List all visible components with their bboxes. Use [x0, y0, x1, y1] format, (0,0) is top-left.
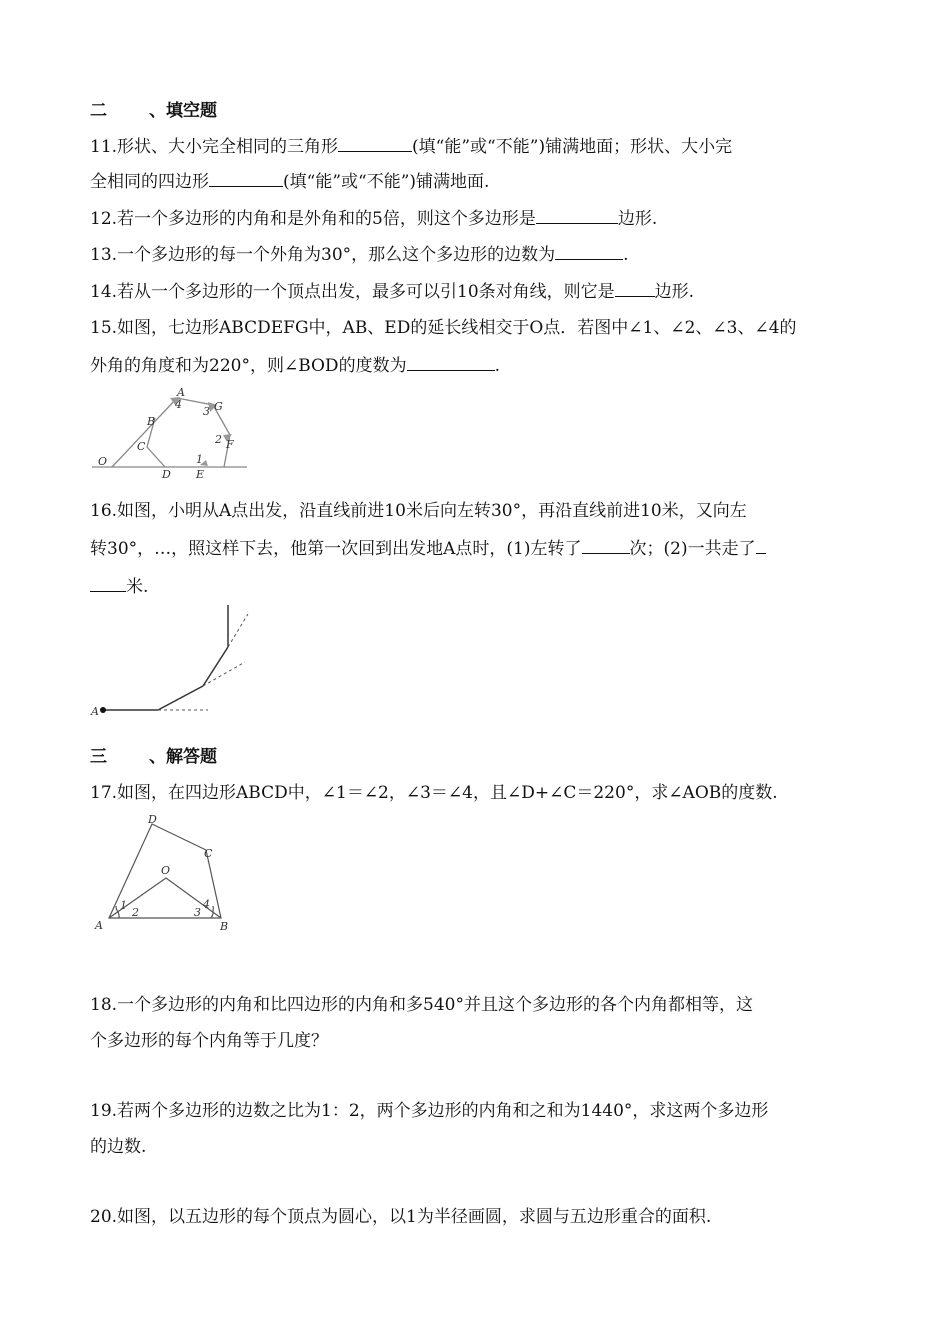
q11-blank-2[interactable]	[209, 170, 283, 187]
q16-line1: 16.如图，小明从A点出发，沿直线前进10米后向左转30°，再沿直线前进10米，又向左	[90, 501, 747, 521]
q17-angle-2: 2	[132, 906, 139, 919]
q15-label-B: B	[147, 415, 156, 428]
q14-blank[interactable]	[615, 280, 655, 297]
q19-line1: 19.若两个多边形的边数之比为1：2，两个多边形的内角和之和为1440°，求这两个多边形	[90, 1101, 769, 1121]
q16-blank-2[interactable]	[90, 575, 126, 592]
q20: 20.如图，以五边形的每个顶点为圆心，以1为半径画圆，求圆与五边形重合的面积.	[90, 1207, 712, 1227]
path-segment-2	[158, 686, 203, 710]
q16-label-A: A	[91, 705, 99, 718]
q16-line2: 转30°，…，照这样下去，他第一次回到出发地A点时，(1)左转了 次；(2)一共走了	[90, 537, 766, 560]
q16-path-figure	[88, 602, 258, 720]
section-3-heading: 三 、解答题	[90, 747, 217, 767]
q16-line3: 米.	[90, 575, 148, 598]
q14: 14.若从一个多边形的一个顶点出发，最多可以引10条对角线，则它是 边形.	[90, 282, 695, 302]
q12: 12.若一个多边形的内角和是外角和的5倍，则这个多边形是 边形.	[90, 209, 658, 229]
q13: 13.一个多边形的每一个外角为30°，那么这个多边形的边数为 .	[90, 245, 629, 265]
q11-blank-1[interactable]	[338, 135, 412, 152]
q17-label-O: O	[161, 864, 171, 877]
q19-line2: 的边数.	[90, 1137, 147, 1157]
q15-heptagon-figure	[90, 385, 250, 480]
q15-label-E: E	[196, 468, 205, 480]
q15-label-A: A	[177, 386, 185, 399]
ray-OA-line	[112, 398, 177, 467]
q15-label-F: F	[226, 438, 234, 451]
q13-blank[interactable]	[555, 243, 623, 260]
path-segment-3	[203, 647, 228, 686]
q15-angle-4: 4	[175, 398, 182, 411]
q16-blank-1[interactable]	[582, 537, 630, 554]
section-2-heading: 二 、填空题	[90, 101, 217, 121]
q12-blank[interactable]	[536, 207, 618, 224]
q17-label-D: D	[148, 813, 157, 826]
start-point-A	[100, 707, 106, 713]
q15-line1: 15.如图，七边形ABCDEFG中，AB、ED的延长线相交于O点．若图中∠1、∠2、∠3、∠4的	[90, 318, 797, 338]
q15-angle-1: 1	[196, 453, 203, 466]
q17: 17.如图，在四边形ABCD中，∠1＝∠2，∠3＝∠4，且∠D+∠C＝220°，求∠AOB的度数.	[90, 783, 778, 803]
q18-line2: 个多边形的每个内角等于几度？	[90, 1031, 328, 1051]
q17-angle-1: 1	[120, 899, 127, 912]
q15-angle-2: 2	[215, 433, 222, 446]
q15-label-C: C	[137, 440, 146, 453]
q17-angle-3: 3	[194, 906, 201, 919]
q15-blank[interactable]	[407, 354, 495, 371]
q15-label-G: G	[214, 400, 223, 413]
q17-label-A: A	[95, 919, 103, 932]
q11-line2: 全相同的四边形 (填“能”或“不能”)铺满地面.	[90, 172, 490, 192]
q15-angle-3: 3	[203, 405, 210, 418]
q17-angle-4: 4	[203, 898, 210, 911]
q15-label-O: O	[98, 455, 108, 468]
q17-label-C: C	[204, 847, 213, 860]
q15-line2: 外角的角度和为220°，则∠BOD的度数为 .	[90, 356, 500, 376]
q18-line1: 18.一个多边形的内角和比四边形的内角和多540°并且这个多边形的各个内角都相等，这	[90, 995, 753, 1015]
q15-label-D: D	[162, 468, 171, 480]
q17-quadrilateral-figure	[92, 812, 242, 934]
q11-line1: 11.形状、大小完全相同的三角形 (填“能”或“不能”)铺满地面；形状、大小完	[90, 137, 733, 157]
q17-label-B: B	[220, 920, 229, 933]
